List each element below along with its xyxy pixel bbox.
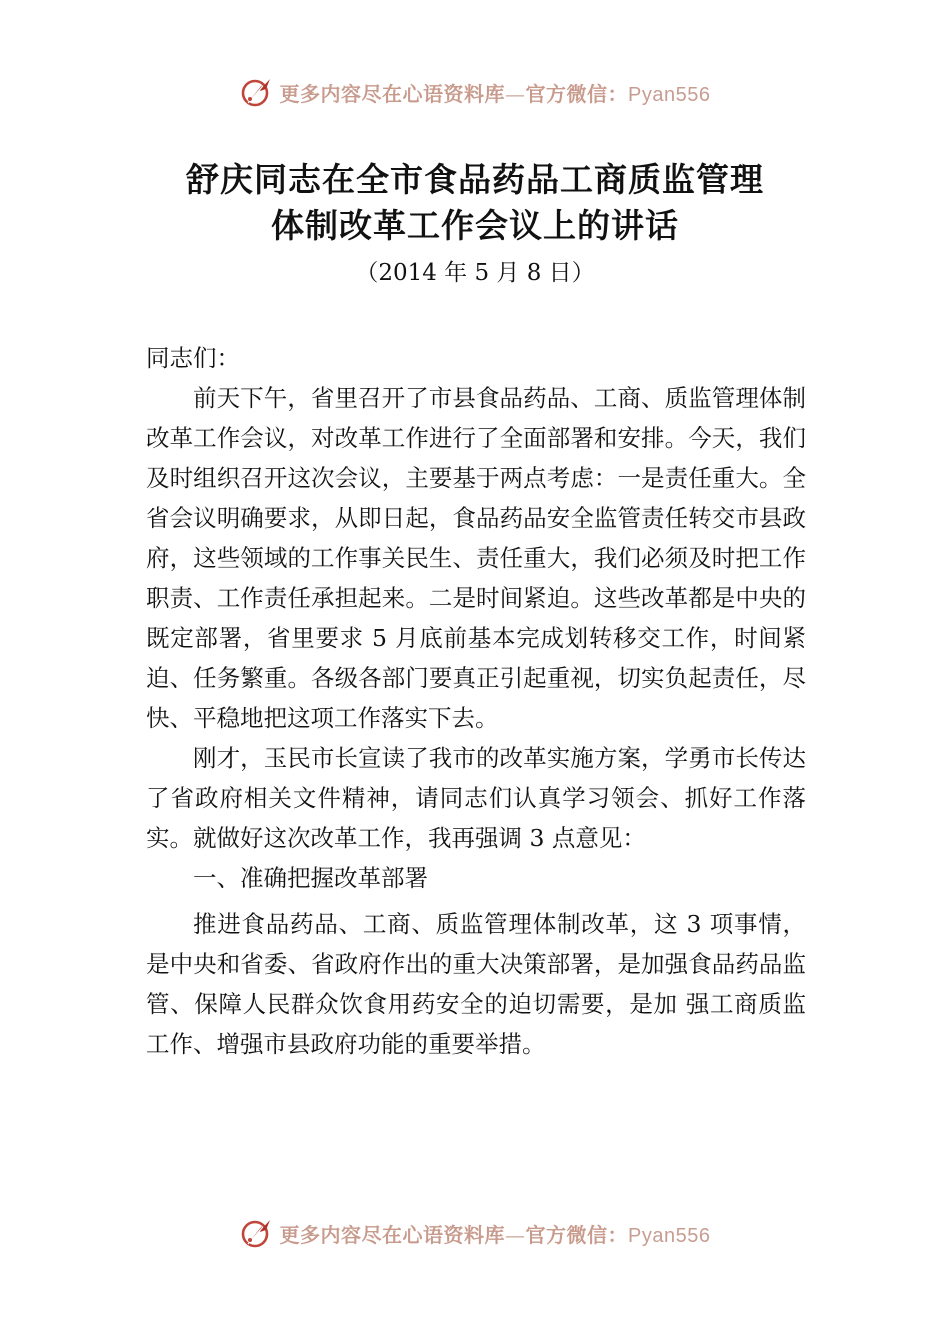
document-title-line2: 体制改革工作会议上的讲话 [271, 206, 679, 245]
paragraph-3: 推进食品药品、工商、质监管理体制改革，这 3 项事情，是中央和省委、省政府作出的重大决策部署，是加强食品药品监管、保障人民群众饮食用药安全的迫切需要，是加 强工商质监工作、增强市县政府功能的重要举措。 [146, 910, 806, 1058]
banner-wechat-label: 官方微信： [525, 81, 629, 106]
salutation: 同志们： [146, 344, 240, 372]
document-body [146, 338, 806, 1064]
paragraph-2: 刚才，玉民市长宣读了我市的改革实施方案，学勇市长传达了省政府相关文件精神，请同志们认真学习领会、抓好工作落实。就做好这次改革工作，我再强调 3 点意见： [146, 744, 806, 852]
banner-wechat-label: 官方微信： [525, 1222, 629, 1247]
banner-site-text: 更多内容尽在心语资料库 [279, 81, 506, 106]
banner-separator: — [505, 1222, 526, 1247]
section-1-heading: 一、准确把握改革部署 [193, 864, 428, 892]
quill-logo-icon [240, 1216, 274, 1250]
document-date: （2014 年 5 月 8 日） [355, 260, 595, 286]
banner-separator: — [505, 81, 526, 106]
banner-site-text: 更多内容尽在心语资料库 [279, 1222, 506, 1247]
banner-wechat-id: Pyan556 [628, 83, 711, 106]
paragraph-1: 前天下午，省里召开了市县食品药品、工商、质监管理体制改革工作会议，对改革工作进行了全面部署和安排。今天，我们及时组织召开这次会议，主要基于两点考虑：一是责任重大。全省会议明确要求，从即日起，食品药品安全监管责任转交市县政府，这些领域的工作事关民生、责任重大，我们必须及时把工作职责、工作责任承担起来。二是时间紧迫。这些改革都是中央的既定部署，省里要求 5 月底前基本完成划转移交工作，时间紧迫、任务繁重。各级各部门要真正引起重视，切实负起责任，尽快、平稳地把这项工作落实下去。 [146, 384, 806, 732]
banner-text [280, 78, 711, 107]
document-title-line1: 舒庆同志在全市食品药品工商质监管理 [186, 160, 764, 199]
banner-text [280, 1219, 711, 1248]
banner-wechat-id: Pyan556 [628, 1224, 711, 1247]
footer-banner [0, 1213, 950, 1253]
quill-logo-icon [240, 75, 274, 109]
header-banner [0, 72, 950, 112]
